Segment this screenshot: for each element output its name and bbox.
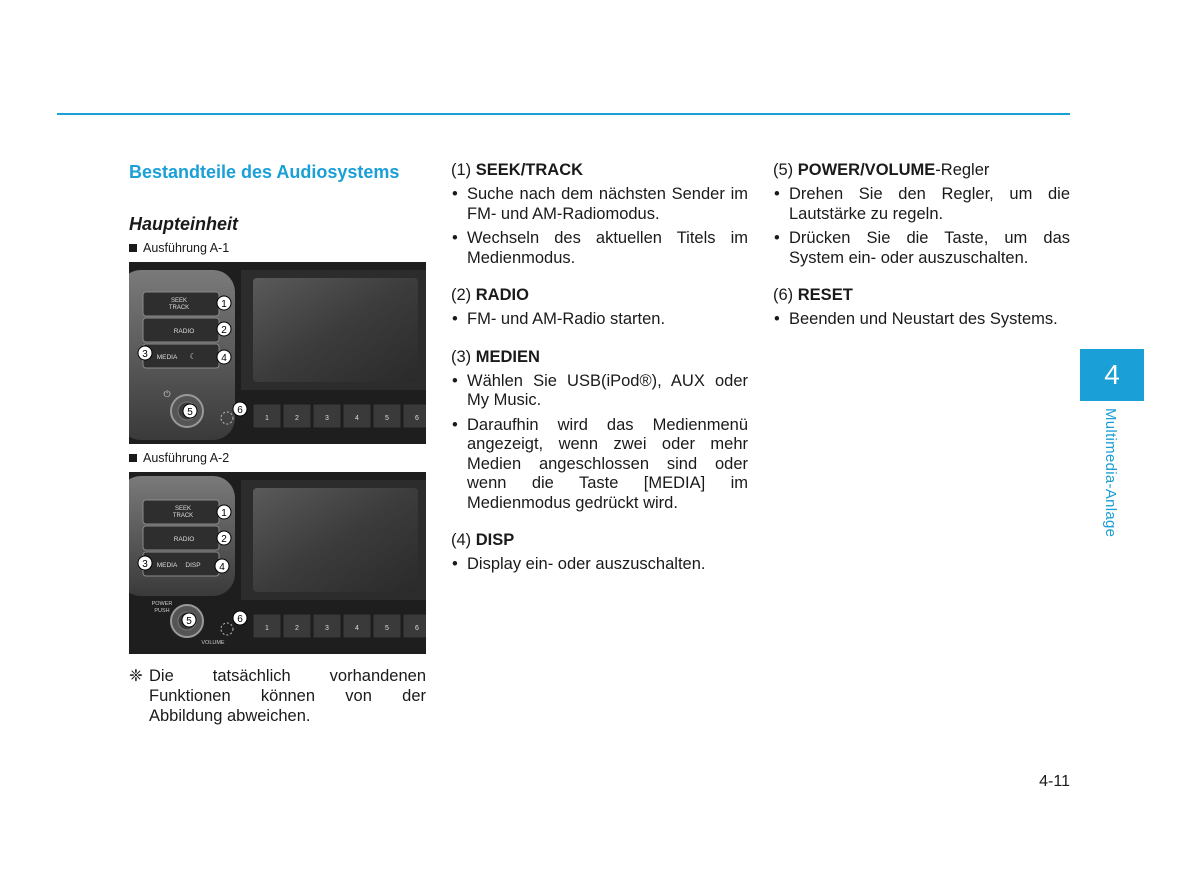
list-item: • FM- und AM-Radio starten. bbox=[451, 310, 748, 330]
push-label: PUSH bbox=[154, 608, 170, 614]
track-label: TRACK bbox=[172, 513, 194, 519]
svg-text:5: 5 bbox=[385, 415, 389, 422]
svg-text:5: 5 bbox=[186, 616, 192, 627]
svg-text:6: 6 bbox=[237, 614, 243, 625]
media-label: MEDIA bbox=[156, 354, 178, 361]
radio-label: RADIO bbox=[173, 328, 195, 335]
chapter-number-tab: 4 bbox=[1080, 349, 1144, 401]
list-item: • Wählen Sie USB(iPod®), AUX oder My Music. bbox=[451, 372, 748, 411]
svg-text:5: 5 bbox=[187, 407, 193, 418]
list-item: • Wechseln des aktuellen Titels im Medienmodus. bbox=[451, 229, 748, 268]
item-heading: (6) RESET bbox=[773, 286, 853, 304]
svg-text:3: 3 bbox=[325, 625, 329, 632]
subsection-title: Haupteinheit bbox=[129, 214, 239, 234]
item-radio bbox=[451, 285, 748, 330]
svg-text:2: 2 bbox=[221, 534, 227, 545]
svg-text:6: 6 bbox=[237, 405, 243, 416]
item-heading: (3) MEDIEN bbox=[451, 347, 540, 366]
svg-text:6: 6 bbox=[415, 625, 419, 632]
item-power-volume bbox=[773, 160, 1070, 268]
svg-text:4: 4 bbox=[355, 625, 359, 632]
svg-text:1: 1 bbox=[221, 299, 227, 310]
svg-text:4: 4 bbox=[219, 562, 225, 573]
svg-text:6: 6 bbox=[415, 415, 419, 422]
svg-text:4: 4 bbox=[221, 353, 227, 364]
section-title: Bestandteile des Audiosystems bbox=[129, 162, 400, 182]
item-disp bbox=[451, 530, 748, 575]
item-seek-track bbox=[451, 160, 748, 268]
media-disp-button bbox=[143, 552, 219, 576]
media-label: MEDIA bbox=[156, 562, 178, 569]
list-item: • Suche nach dem nächsten Sender im FM- und AM-Radiomodus. bbox=[451, 185, 748, 224]
header-rule bbox=[57, 113, 1070, 115]
svg-text:3: 3 bbox=[325, 415, 329, 422]
middle-column bbox=[451, 160, 748, 592]
right-column bbox=[773, 160, 1070, 347]
preset-buttons bbox=[253, 614, 426, 638]
variant-label-a2 bbox=[129, 450, 426, 466]
list-item: • Drehen Sie den Regler, um die Lautstärke zu regeln. bbox=[773, 185, 1070, 224]
note-text: Die tatsächlich vorhandenen Funktionen können von der Abbildung abweichen. bbox=[149, 667, 426, 725]
variant-a1-text: Ausführung A-1 bbox=[143, 241, 230, 255]
display-screen bbox=[253, 488, 418, 592]
square-bullet-icon bbox=[129, 244, 137, 252]
item-heading: (1) SEEK/TRACK bbox=[451, 161, 584, 179]
seek-label: SEEK bbox=[174, 506, 192, 512]
svg-text:1: 1 bbox=[265, 415, 269, 422]
head-unit-figure-a1 bbox=[129, 262, 426, 444]
item-heading: (5) POWER/VOLUME-Regler bbox=[773, 161, 990, 179]
svg-text:2: 2 bbox=[295, 625, 299, 632]
seek-label: SEEK bbox=[170, 298, 188, 304]
svg-text:3: 3 bbox=[142, 559, 148, 570]
volume-label: VOLUME bbox=[201, 640, 225, 646]
figure-note bbox=[129, 666, 426, 726]
seek-track-button bbox=[143, 292, 219, 316]
list-item: • Display ein- oder auszuschalten. bbox=[451, 555, 748, 575]
svg-text:1: 1 bbox=[221, 508, 227, 519]
page-number: 4-11 bbox=[1039, 773, 1070, 790]
moon-icon: ☾ bbox=[189, 352, 197, 361]
svg-text:4: 4 bbox=[355, 415, 359, 422]
item-heading: (4) DISP bbox=[451, 531, 515, 549]
radio-label: RADIO bbox=[173, 536, 195, 543]
power-icon: ⏻ bbox=[163, 390, 171, 400]
list-item: • Daraufhin wird das Medienmenü angezeigt, wenn zwei oder mehr Medien angeschlossen sind oder wenn die Taste [MEDIA] im Medienmodus gedrückt wird. bbox=[451, 416, 748, 514]
preset-buttons bbox=[253, 404, 426, 428]
head-unit-figure-a2 bbox=[129, 472, 426, 654]
track-label: TRACK bbox=[168, 305, 190, 311]
variant-label-a1 bbox=[129, 240, 426, 256]
chapter-label: Multimedia-Anlage bbox=[1102, 408, 1119, 538]
svg-text:2: 2 bbox=[295, 415, 299, 422]
square-bullet-icon bbox=[129, 454, 137, 462]
variant-a2-text: Ausführung A-2 bbox=[143, 451, 230, 465]
media-button bbox=[143, 344, 219, 368]
disp-label: DISP bbox=[185, 562, 201, 569]
seek-track-button bbox=[143, 500, 219, 524]
svg-text:1: 1 bbox=[265, 625, 269, 632]
note-symbol-icon: ❈ bbox=[129, 667, 143, 685]
svg-text:5: 5 bbox=[385, 625, 389, 632]
display-screen bbox=[253, 278, 418, 382]
svg-text:2: 2 bbox=[221, 325, 227, 336]
list-item: • Drücken Sie die Taste, um das System ein- oder auszuschalten. bbox=[773, 229, 1070, 268]
left-column bbox=[129, 160, 426, 726]
item-reset bbox=[773, 285, 1070, 330]
item-medien bbox=[451, 347, 748, 514]
item-heading: (2) RADIO bbox=[451, 286, 529, 304]
power-label: POWER bbox=[151, 601, 173, 607]
list-item: • Beenden und Neustart des Systems. bbox=[773, 310, 1070, 330]
svg-text:3: 3 bbox=[142, 349, 148, 360]
